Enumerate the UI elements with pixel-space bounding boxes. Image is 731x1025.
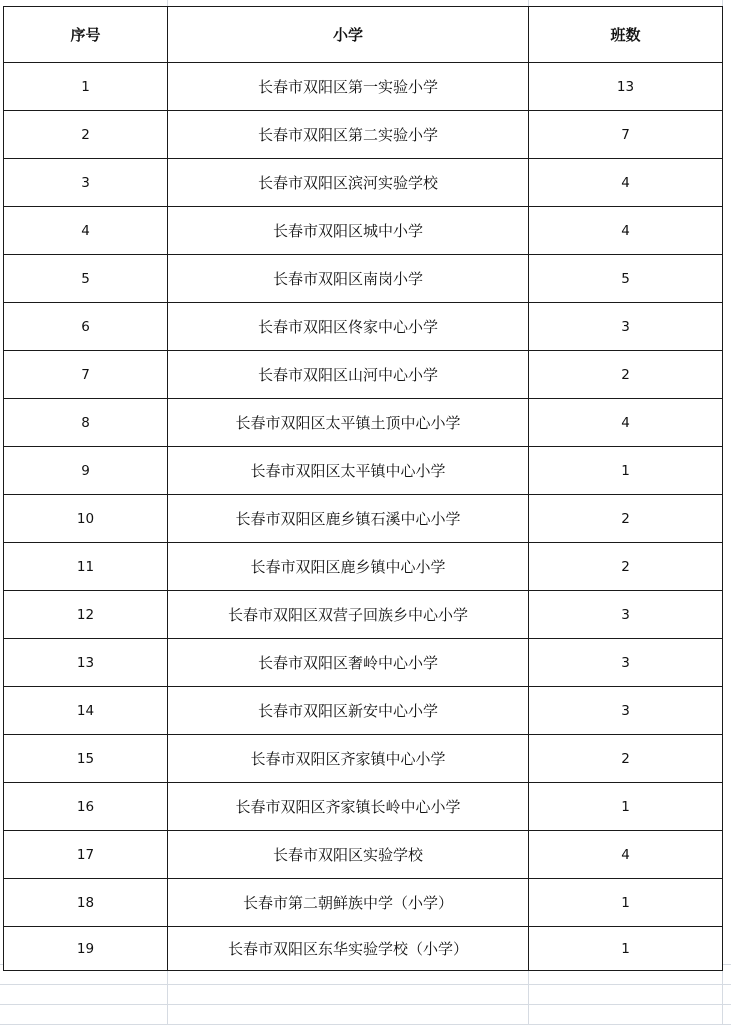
- cell-classes[interactable]: 1: [529, 927, 723, 971]
- cell-school[interactable]: 长春市双阳区齐家镇中心小学: [168, 735, 529, 783]
- header-cell-school[interactable]: 小学: [168, 7, 529, 63]
- cell-classes[interactable]: 2: [529, 543, 723, 591]
- cell-number[interactable]: 9: [4, 447, 168, 495]
- cell-classes[interactable]: 4: [529, 159, 723, 207]
- cell-classes[interactable]: 5: [529, 255, 723, 303]
- table-row: [4, 111, 723, 159]
- table-row: [4, 303, 723, 351]
- cell-classes[interactable]: 1: [529, 783, 723, 831]
- cell-number[interactable]: 3: [4, 159, 168, 207]
- header-cell-classes[interactable]: 班数: [529, 7, 723, 63]
- table-row: [4, 783, 723, 831]
- cell-number[interactable]: 12: [4, 591, 168, 639]
- cell-number[interactable]: 6: [4, 303, 168, 351]
- cell-number[interactable]: 14: [4, 687, 168, 735]
- cell-classes[interactable]: 1: [529, 879, 723, 927]
- cell-school[interactable]: 长春市双阳区山河中心小学: [168, 351, 529, 399]
- cell-number[interactable]: 1: [4, 63, 168, 111]
- cell-school[interactable]: 长春市双阳区双营子回族乡中心小学: [168, 591, 529, 639]
- cell-classes[interactable]: 13: [529, 63, 723, 111]
- table-row: [4, 927, 723, 971]
- cell-school[interactable]: 长春市双阳区鹿乡镇石溪中心小学: [168, 495, 529, 543]
- table-row: [4, 63, 723, 111]
- cell-number[interactable]: 15: [4, 735, 168, 783]
- header-row: [4, 7, 723, 63]
- cell-school[interactable]: 长春市双阳区第二实验小学: [168, 111, 529, 159]
- cell-number[interactable]: 13: [4, 639, 168, 687]
- cell-school[interactable]: 长春市双阳区佟家中心小学: [168, 303, 529, 351]
- table-row: [4, 543, 723, 591]
- cell-classes[interactable]: 2: [529, 351, 723, 399]
- cell-classes[interactable]: 3: [529, 591, 723, 639]
- cell-number[interactable]: 8: [4, 399, 168, 447]
- cell-number[interactable]: 4: [4, 207, 168, 255]
- cell-school[interactable]: 长春市双阳区城中小学: [168, 207, 529, 255]
- cell-classes[interactable]: 2: [529, 495, 723, 543]
- header-cell-number[interactable]: 序号: [4, 7, 168, 63]
- cell-school[interactable]: 长春市双阳区南岗小学: [168, 255, 529, 303]
- table-row: [4, 447, 723, 495]
- cell-school[interactable]: 长春市双阳区太平镇中心小学: [168, 447, 529, 495]
- cell-number[interactable]: 17: [4, 831, 168, 879]
- table-row: [4, 639, 723, 687]
- table-row: [4, 399, 723, 447]
- cell-number[interactable]: 16: [4, 783, 168, 831]
- grid-row-line: [0, 984, 731, 985]
- cell-classes[interactable]: 4: [529, 207, 723, 255]
- cell-school[interactable]: 长春市双阳区鹿乡镇中心小学: [168, 543, 529, 591]
- table-row: [4, 687, 723, 735]
- cell-school[interactable]: 长春市双阳区滨河实验学校: [168, 159, 529, 207]
- cell-school[interactable]: 长春市双阳区第一实验小学: [168, 63, 529, 111]
- cell-number[interactable]: 10: [4, 495, 168, 543]
- table-row: [4, 591, 723, 639]
- table-row: [4, 831, 723, 879]
- cell-school[interactable]: 长春市双阳区太平镇土顶中心小学: [168, 399, 529, 447]
- cell-number[interactable]: 2: [4, 111, 168, 159]
- table-row: [4, 879, 723, 927]
- table-row: [4, 735, 723, 783]
- cell-classes[interactable]: 3: [529, 639, 723, 687]
- cell-classes[interactable]: 1: [529, 447, 723, 495]
- cell-school[interactable]: 长春市双阳区实验学校: [168, 831, 529, 879]
- cell-number[interactable]: 7: [4, 351, 168, 399]
- grid-row-line: [0, 1004, 731, 1005]
- cell-number[interactable]: 11: [4, 543, 168, 591]
- table-row: [4, 351, 723, 399]
- cell-classes[interactable]: 3: [529, 687, 723, 735]
- table-row: [4, 159, 723, 207]
- cell-school[interactable]: 长春市双阳区新安中心小学: [168, 687, 529, 735]
- table-row: [4, 207, 723, 255]
- cell-classes[interactable]: 4: [529, 399, 723, 447]
- cell-classes[interactable]: 2: [529, 735, 723, 783]
- table-row: [4, 255, 723, 303]
- cell-school[interactable]: 长春市第二朝鲜族中学（小学）: [168, 879, 529, 927]
- cell-number[interactable]: 19: [4, 927, 168, 971]
- cell-number[interactable]: 18: [4, 879, 168, 927]
- table-row: [4, 495, 723, 543]
- cell-number[interactable]: 5: [4, 255, 168, 303]
- cell-classes[interactable]: 4: [529, 831, 723, 879]
- cell-school[interactable]: 长春市双阳区东华实验学校（小学）: [168, 927, 529, 971]
- school-classes-table: [3, 6, 723, 971]
- cell-classes[interactable]: 3: [529, 303, 723, 351]
- cell-school[interactable]: 长春市双阳区奢岭中心小学: [168, 639, 529, 687]
- cell-classes[interactable]: 7: [529, 111, 723, 159]
- cell-school[interactable]: 长春市双阳区齐家镇长岭中心小学: [168, 783, 529, 831]
